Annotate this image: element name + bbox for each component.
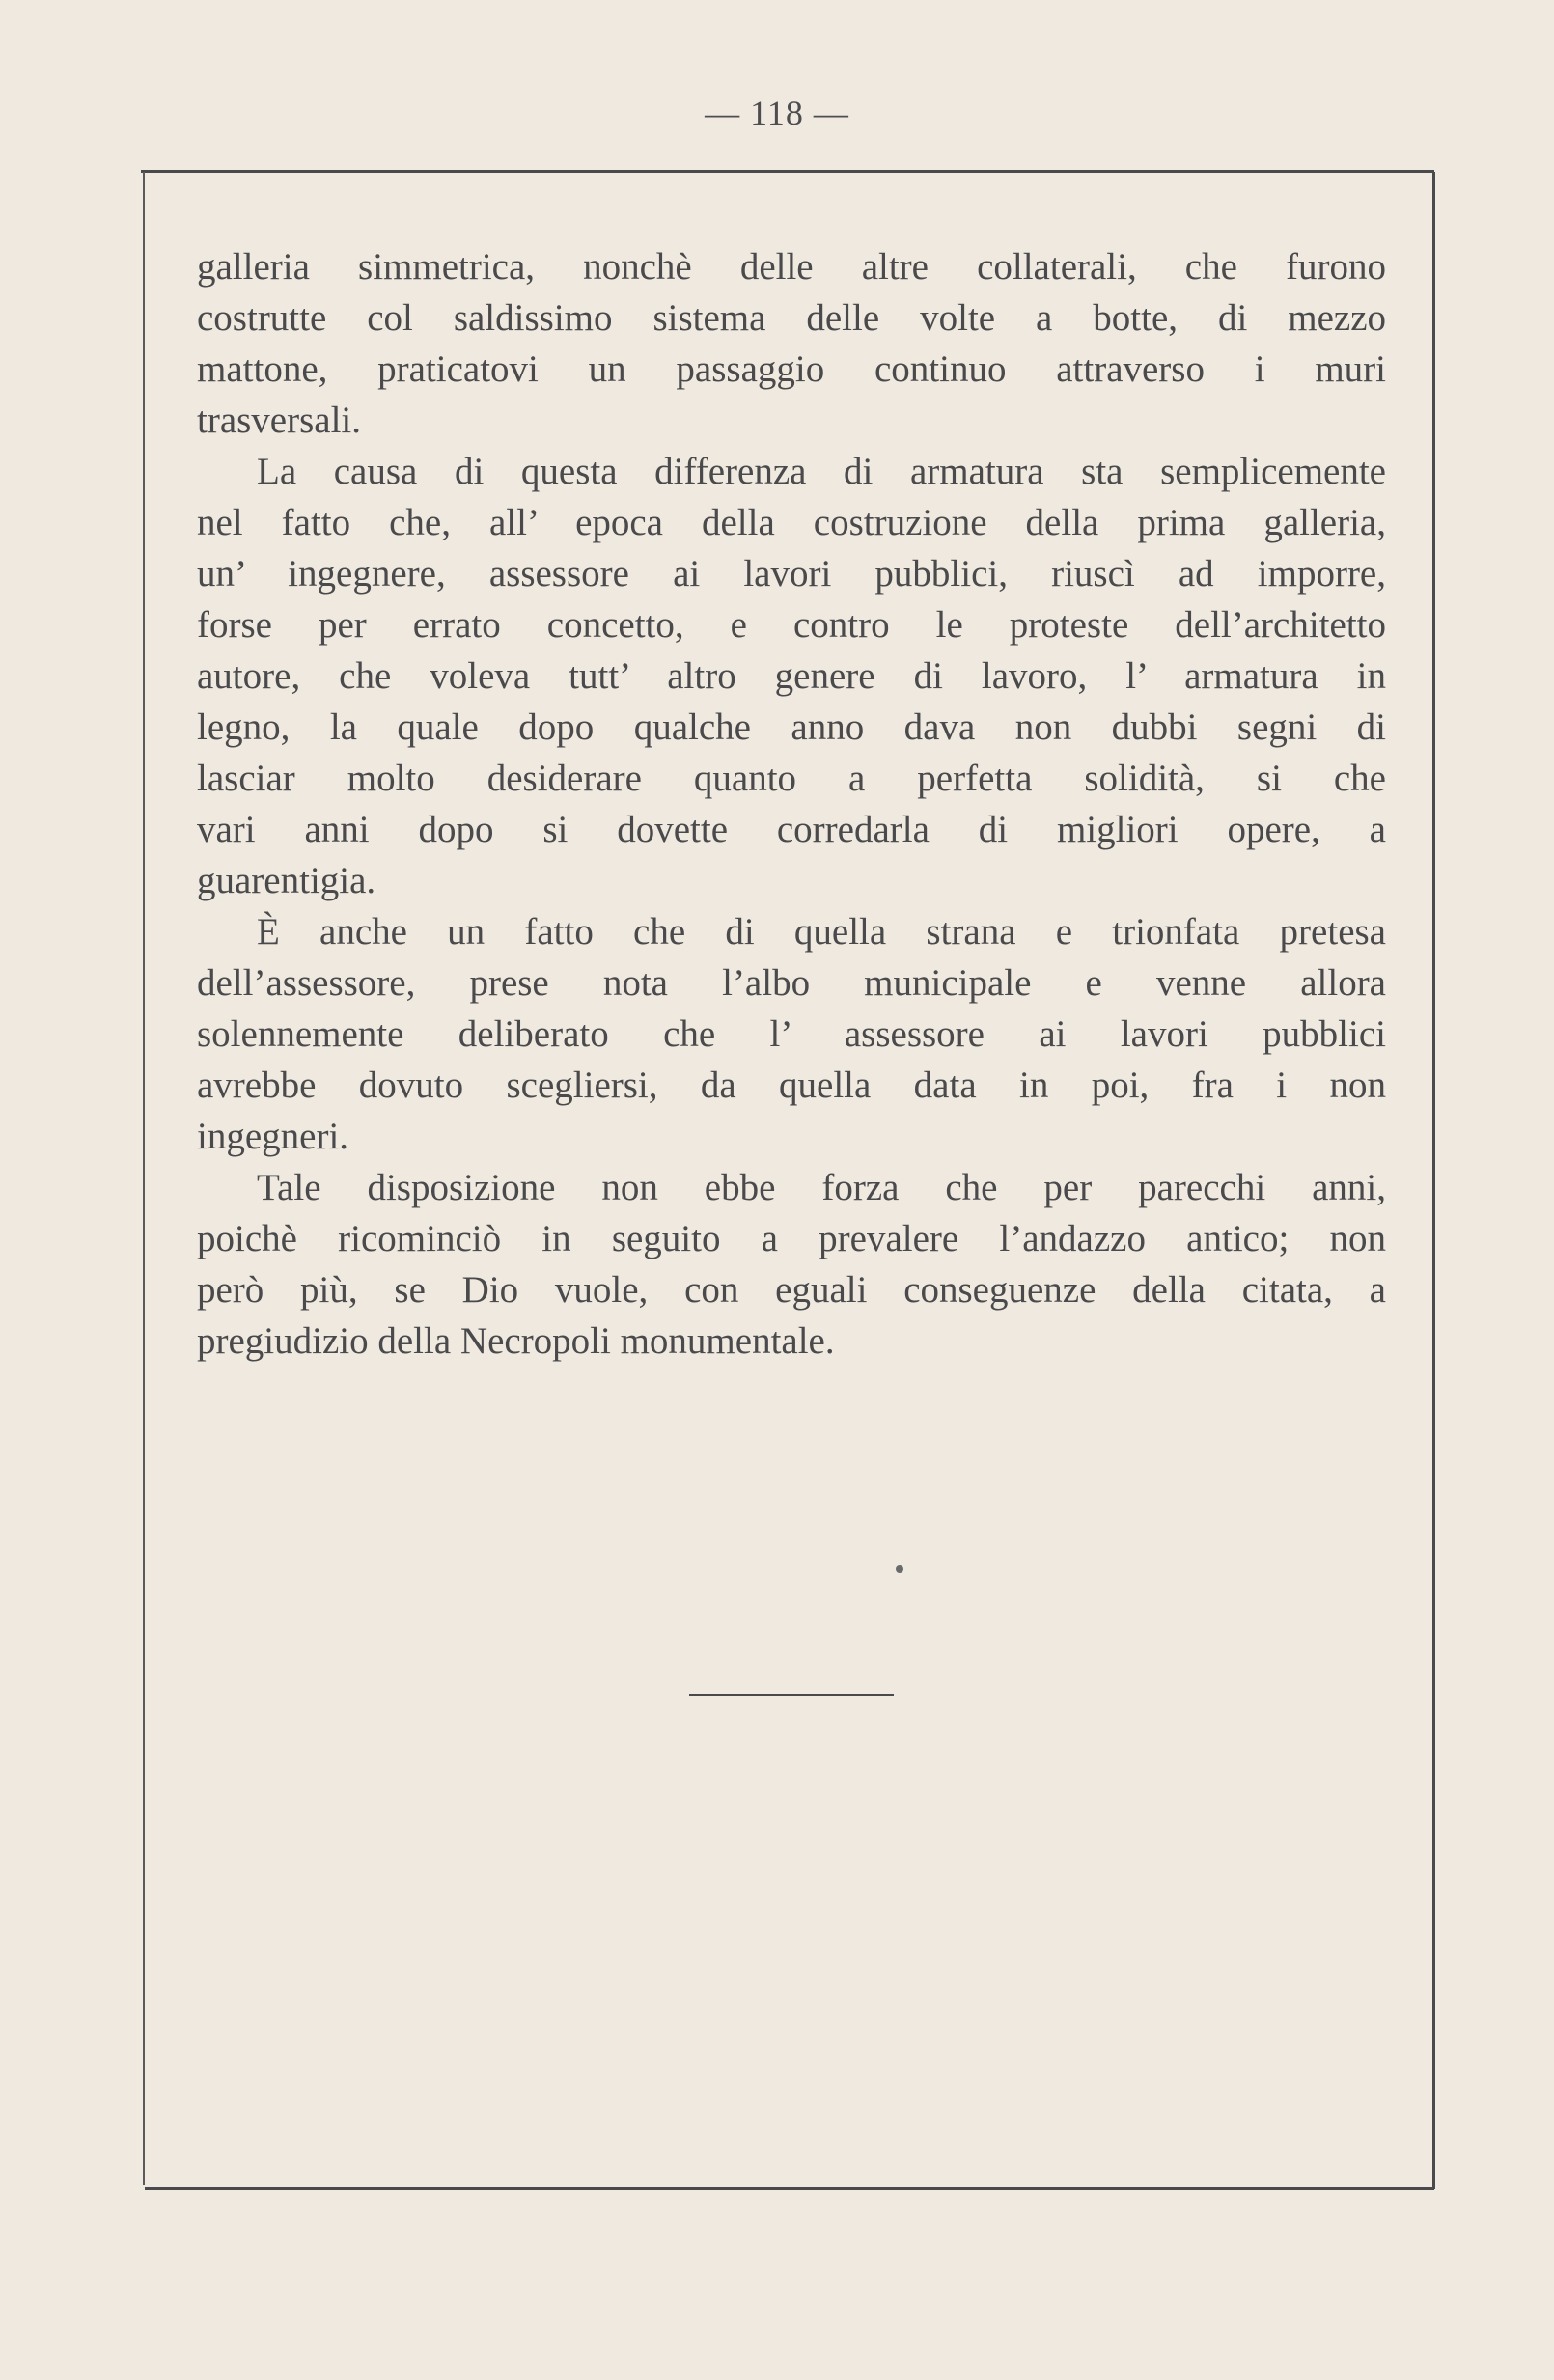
text-line: dell’assessore, prese nota l’albo municipale e venne allora [197, 962, 1386, 1004]
frame-left-rule [143, 172, 145, 2185]
text-line: legno, la quale dopo qualche anno dava non dubbi segni di [197, 706, 1386, 748]
frame-bottom-rule [145, 2187, 1434, 2190]
text-line: nel fatto che, all’ epoca della costruzione della prima galleria, [197, 502, 1386, 543]
paragraph [197, 241, 1386, 446]
text-line: avrebbe dovuto scegliersi, da quella data in poi, fra i non [197, 1065, 1386, 1106]
page-number: — 118 — [705, 94, 849, 132]
text-line: vari anni dopo si dovette corredarla di migliori opere, a [197, 809, 1386, 850]
ornament-dot [896, 1565, 903, 1573]
frame-top-rule [141, 170, 1434, 173]
text-line: però più, se Dio vuole, con eguali conseguenze della citata, a [197, 1269, 1386, 1311]
text-line: ingegneri. [197, 1116, 349, 1157]
text-line: solennemente deliberato che l’ assessore ai lavori pubblici [197, 1013, 1386, 1055]
text-line: costrutte col saldissimo sistema delle volte a botte, di mezzo [197, 297, 1386, 339]
text-line: autore, che voleva tutt’ altro genere di lavoro, l’ armatura in [197, 655, 1386, 697]
text-line: poichè ricominciò in seguito a prevalere l’andazzo antico; non [197, 1218, 1386, 1259]
text-line: guarentigia. [197, 860, 376, 901]
text-line: galleria simmetrica, nonchè delle altre collaterali, che furono [197, 246, 1386, 288]
text-line: È anche un fatto che di quella strana e trionfata pretesa [257, 911, 1386, 953]
paragraph [197, 1162, 1386, 1367]
text-line: un’ ingegnere, assessore ai lavori pubblici, riuscì ad imporre, [197, 553, 1386, 595]
paragraph [197, 906, 1386, 1162]
text-line: forse per errato concetto, e contro le proteste dell’architetto [197, 604, 1386, 646]
text-line: pregiudizio della Necropoli monumentale. [197, 1320, 835, 1362]
closing-rule [689, 1694, 894, 1696]
text-line: lasciar molto desiderare quanto a perfetta solidità, si che [197, 758, 1386, 799]
text-line: La causa di questa differenza di armatura sta semplicemente [257, 451, 1386, 492]
frame-right-rule [1432, 172, 1435, 2189]
text-line: mattone, praticatovi un passaggio continuo attraverso i muri [197, 348, 1386, 390]
text-line: trasversali. [197, 400, 362, 441]
text-line: Tale disposizione non ebbe forza che per parecchi anni, [257, 1167, 1386, 1208]
body-text [197, 241, 1386, 1367]
paragraph [197, 446, 1386, 906]
